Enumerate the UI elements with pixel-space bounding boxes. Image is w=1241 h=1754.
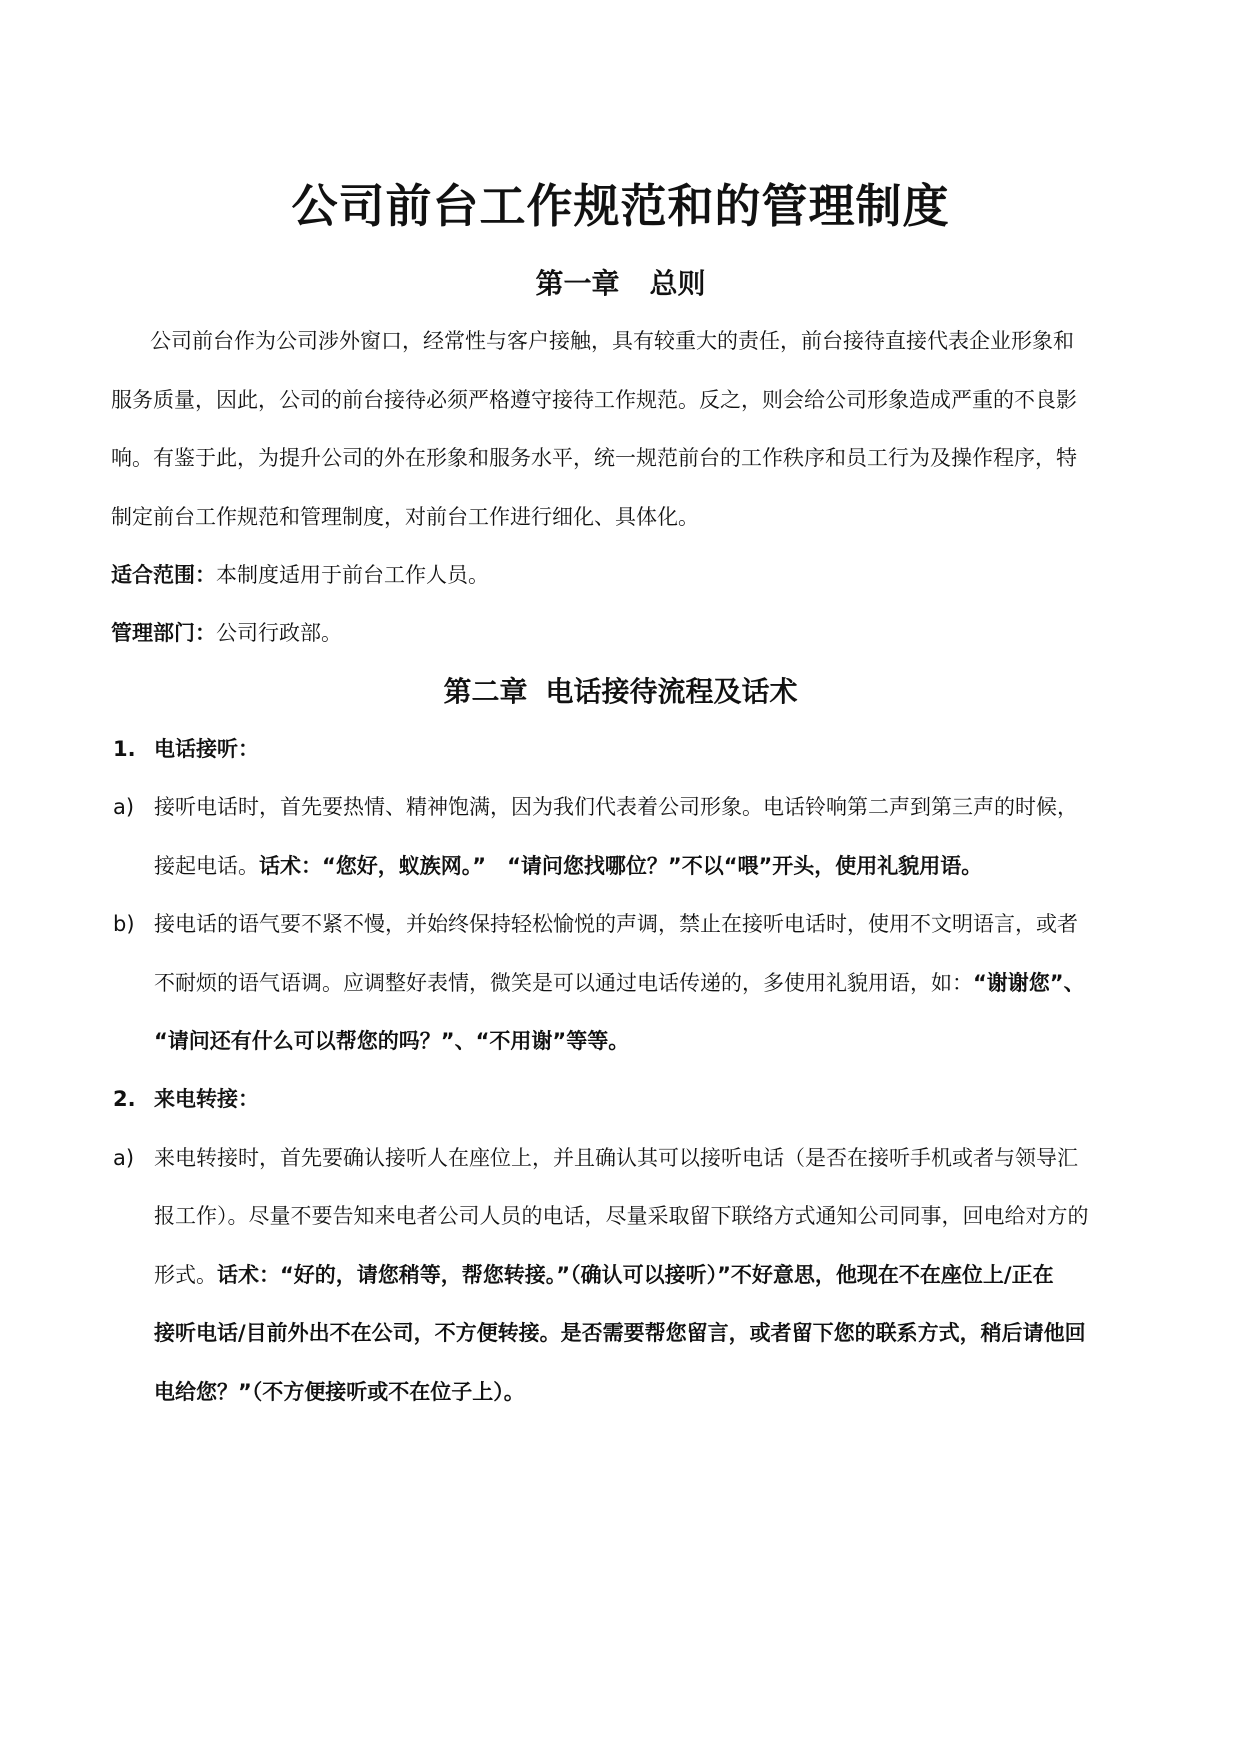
section-2-heading: 来电转接： [154,1087,259,1111]
section-2-item-a-line-2: 报工作）。尽量不要告知来电者公司人员的电话，尽量采取留下联络方式通知公司同事，回电给对方的 [154,1204,1089,1228]
department-text: 公司行政部。 [216,621,342,645]
section-2-item-a-script-2: 接听电话/目前外出不在公司，不方便转接。是否需要帮您留言，或者留下您的联系方式，稍后请他回 [154,1321,1086,1345]
section-1-item-b-line-2-plain: 不耐烦的语气语调。应调整好表情，微笑是可以通过电话传递的，多使用礼貌用语，如： [154,971,973,995]
section-2-item-a-script-3: 电给您？”（不方便接听或不在位子上）。 [154,1380,525,1404]
chapter-1-para-line-3: 响。有鉴于此，为提升公司的外在形象和服务水平，统一规范前台的工作秩序和员工行为及操作程序，特 [111,446,1077,470]
chapter-1-number: 第一章 [535,267,620,300]
document-title: 公司前台工作规范和的管理制度 [291,179,950,233]
chapter-2-name: 电话接待流程及话术 [545,675,798,708]
chapter-2-number: 第二章 [443,675,528,708]
section-1-item-b-line-1: 接电话的语气要不紧不慢，并始终保持轻松愉悦的声调，禁止在接听电话时，使用不文明语言，或者 [154,912,1078,936]
section-1-heading: 电话接听： [154,737,259,761]
chapter-1-para-line-1: 公司前台作为公司涉外窗口，经常性与客户接触，具有较重大的责任，前台接待直接代表企业形象和 [150,329,1074,353]
section-2-item-a-line-1: 来电转接时，首先要确认接听人在座位上，并且确认其可以接听电话（是否在接听手机或者与领导汇 [154,1146,1078,1170]
section-2-item-a-line-3 [154,1260,1054,1290]
section-1-item-b-marker: b) [113,912,135,936]
section-1-item-a-line-1: 接听电话时，首先要热情、精神饱满，因为我们代表着公司形象。电话铃响第二声到第三声的时候， [154,795,1078,819]
section-1-item-a-marker: a) [113,795,135,819]
section-2-item-a-script-1: 话术：“好的，请您稍等，帮您转接。”（确认可以接听）”不好意思，他现在不在座位上/正在 [217,1263,1054,1287]
scope-line [111,560,489,590]
section-1-number: 1. [113,737,136,761]
chapter-1-para-line-4: 制定前台工作规范和管理制度，对前台工作进行细化、具体化。 [111,505,699,529]
department-line [111,618,342,648]
section-2-item-a-marker: a) [113,1146,135,1170]
chapter-1-name: 总则 [649,267,706,300]
chapter-2-heading [0,674,1241,710]
section-1-item-b-line-2 [154,968,1085,998]
section-1-item-a-script: 话术：“您好，蚁族网。” “请问您找哪位？”不以“喂”开头，使用礼貌用语。 [259,854,983,878]
section-1-item-b-script-1: “谢谢您”、 [973,971,1085,995]
department-label: 管理部门： [111,621,216,645]
section-1-item-a-line-2-plain: 接起电话。 [154,854,259,878]
scope-label: 适合范围： [111,563,216,587]
section-1-item-b-script-2: “请问还有什么可以帮您的吗？”、“不用谢”等等。 [154,1029,630,1053]
chapter-1-heading [0,266,1241,302]
chapter-1-para-line-2: 服务质量，因此，公司的前台接待必须严格遵守接待工作规范。反之，则会给公司形象造成严重的不良影 [111,388,1077,412]
section-1-item-a-line-2 [154,851,982,881]
section-2-number: 2. [113,1087,136,1111]
section-2-item-a-line-3-plain: 形式。 [154,1263,217,1287]
scope-text: 本制度适用于前台工作人员。 [216,563,489,587]
